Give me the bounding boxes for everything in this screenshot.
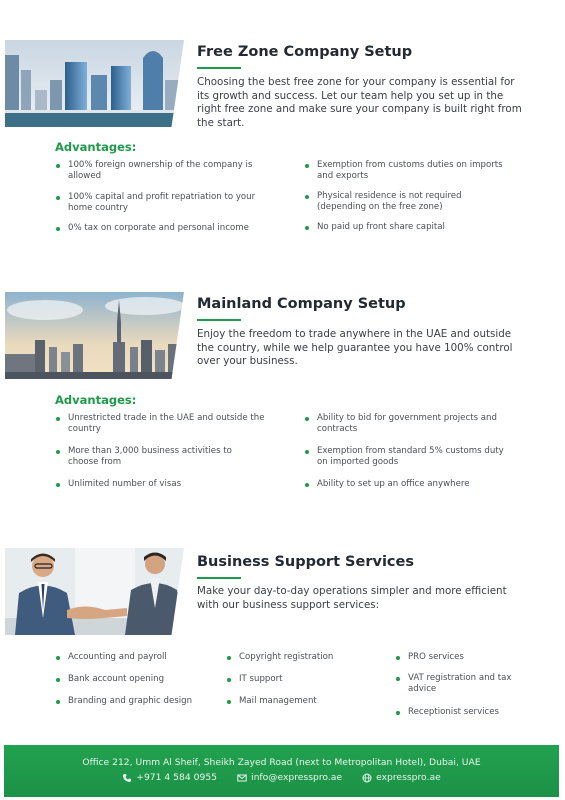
support-title: Business Support Services: [197, 554, 414, 570]
footer-contacts: [4, 772, 559, 783]
mainland-advantage-item: Unrestricted trade in the UAE and outside the country: [55, 413, 280, 434]
footer-address: Office 212, Umm Al Sheif, Sheikh Zayed Road (next to Metropolitan Hotel), Dubai, UAE: [82, 757, 481, 768]
free-zone-advantage-item: Exemption from customs duties on imports and exports: [304, 160, 509, 181]
footer-email-text: info@expresspro.ae: [251, 772, 343, 783]
footer-phone-text: +971 4 584 0955: [136, 772, 218, 783]
support-service-item: Branding and graphic design: [55, 696, 195, 707]
free-zone-advantage-item: 100% foreign ownership of the company is allowed: [55, 160, 280, 181]
footer-website[interactable]: [362, 772, 441, 783]
free-zone-advantage-item: No paid up front share capital: [304, 222, 509, 233]
footer-website-text: expresspro.ae: [376, 772, 441, 783]
mainland-advantage-item: Exemption from standard 5% customs duty on imported goods: [304, 446, 514, 467]
footer-phone[interactable]: [122, 772, 217, 783]
support-title-underline: [197, 577, 241, 579]
support-service-item: Accounting and payroll: [55, 652, 205, 663]
support-service-item: Copyright registration: [226, 652, 376, 663]
mainland-advantage-item: Unlimited number of visas: [55, 479, 280, 490]
free-zone-advantage-item: 0% tax on corporate and personal income: [55, 223, 280, 234]
globe-icon: [362, 773, 372, 783]
support-service-item: PRO services: [395, 652, 535, 663]
free-zone-title: Free Zone Company Setup: [197, 44, 413, 60]
mainland-advantage-item: More than 3,000 business activities to choose from: [55, 446, 265, 467]
footer-bar: [4, 745, 559, 797]
support-service-item: VAT registration and tax advice: [395, 673, 535, 694]
support-photo: [5, 548, 184, 635]
free-zone-advantage-item: 100% capital and profit repatriation to your home country: [55, 192, 280, 213]
footer-email[interactable]: [237, 772, 342, 783]
support-service-item: Receptionist services: [395, 707, 535, 718]
mainland-advantages-label: Advantages:: [55, 393, 137, 407]
free-zone-advantage-item: Physical residence is not required (depending on the free zone): [304, 191, 509, 212]
mainland-title: Mainland Company Setup: [197, 296, 406, 312]
support-service-item: IT support: [226, 674, 376, 685]
email-icon: [237, 773, 247, 783]
free-zone-intro: Choosing the best free zone for your company is essential for its growth and success. Let our team help you set up in the right free zone and make sure your company is built right from the start.: [197, 76, 522, 129]
free-zone-advantages-label: Advantages:: [55, 140, 137, 154]
support-service-item: Mail management: [226, 696, 376, 707]
support-service-item: Bank account opening: [55, 674, 205, 685]
phone-icon: [122, 773, 132, 783]
mainland-advantage-item: Ability to bid for government projects and contracts: [304, 413, 526, 434]
mainland-advantage-item: Ability to set up an office anywhere: [304, 479, 526, 490]
support-intro: Make your day-to-day operations simpler and more efficient with our business support services:: [197, 585, 507, 611]
mainland-intro: Enjoy the freedom to trade anywhere in the UAE and outside the country, while we help guarantee you have 100% control over your business.: [197, 328, 513, 367]
